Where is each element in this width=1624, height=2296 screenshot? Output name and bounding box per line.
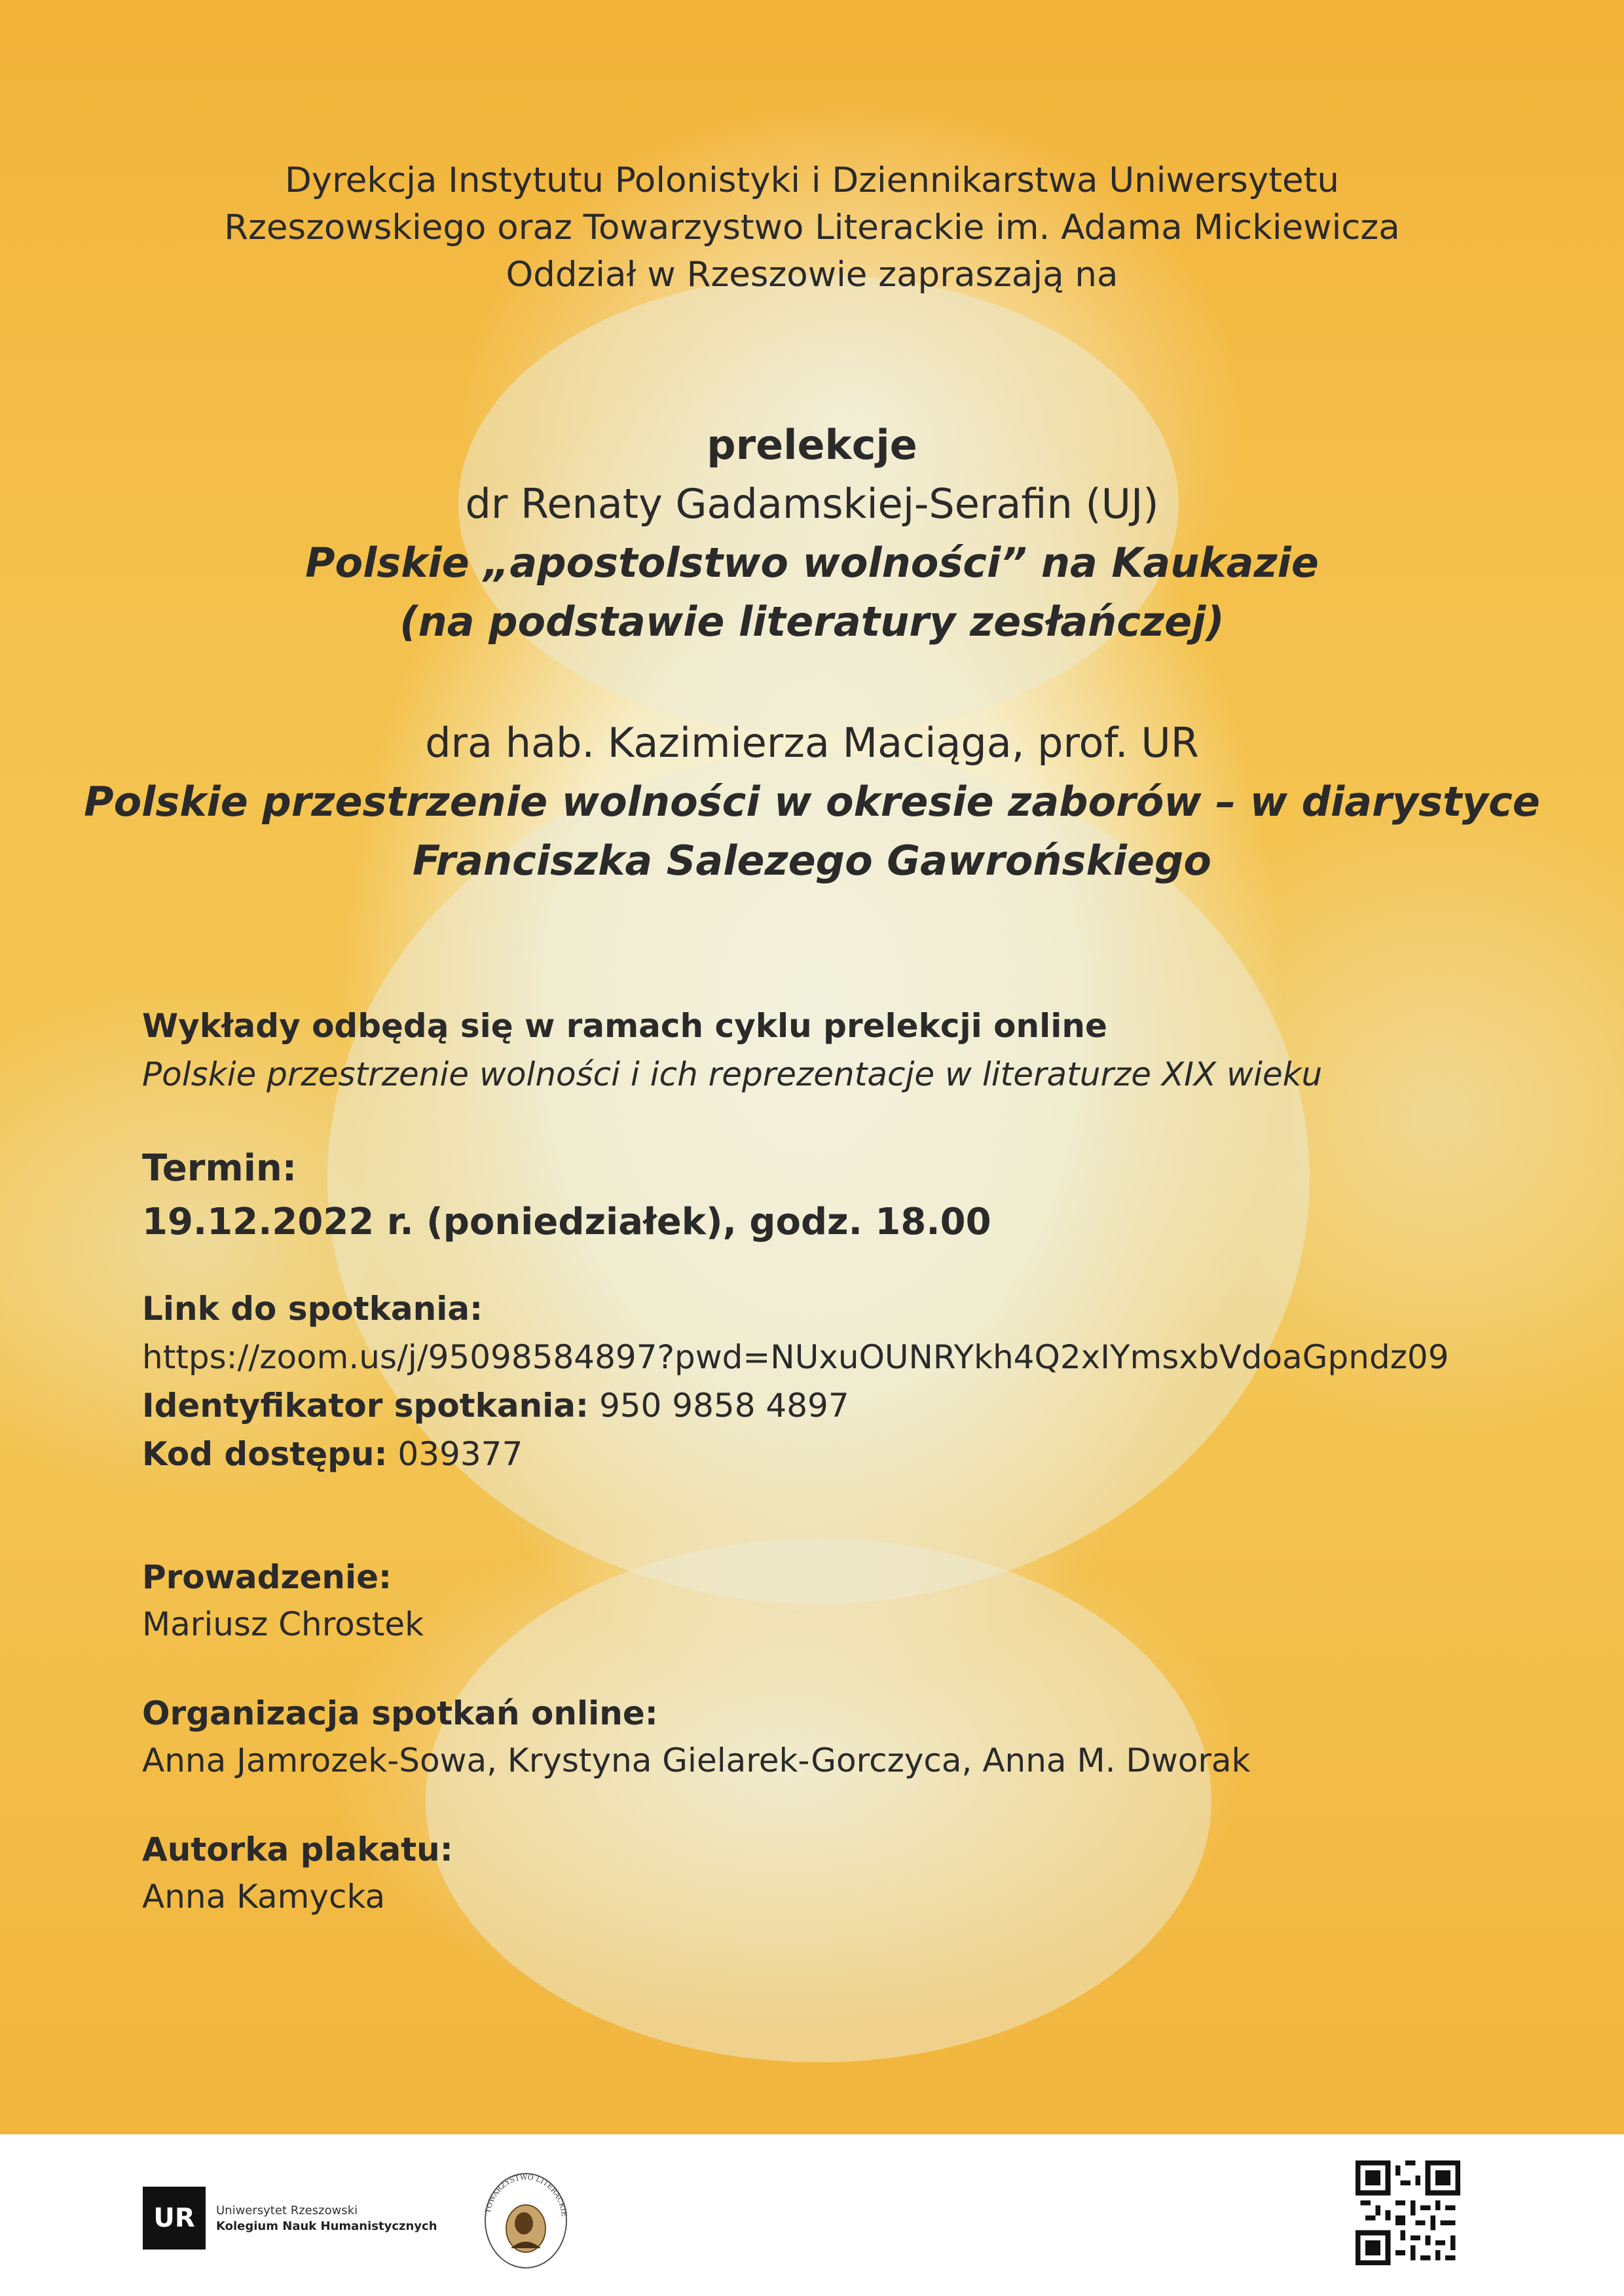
first-title-line-1: Polskie „apostolstwo wolności” na Kaukazie	[305, 539, 1319, 587]
meeting-id-value: 950 9858 4897	[599, 1387, 849, 1425]
meeting-code-row	[142, 1435, 523, 1473]
ur-logo	[143, 2187, 206, 2250]
schedule-value: 19.12.2022 r. (poniedziałek), godz. 18.00	[142, 1201, 991, 1243]
organization-label: Organizacja spotkań online:	[142, 1694, 658, 1732]
series-name: Polskie przestrzenie wolności i ich reprezentacje w literaturze XIX wieku	[142, 1055, 1323, 1093]
first-title-line-2: (na podstawie literatury zesłańczej)	[399, 598, 1225, 646]
meeting-code-label: Kod dostępu:	[142, 1435, 388, 1473]
second-speaker: dra hab. Kazimierza Maciąga, prof. UR	[425, 719, 1199, 767]
poster-author-label: Autorka plakatu:	[142, 1831, 453, 1868]
first-speaker: dr Renaty Gadamskiej-Serafin (UJ)	[465, 480, 1159, 528]
seal-text: TOWARZYSTWO LITERACKIE	[483, 2172, 568, 2217]
meeting-code-value: 039377	[397, 1435, 523, 1473]
poster-author-name: Anna Kamycka	[142, 1878, 386, 1916]
lectures-label: prelekcje	[707, 421, 917, 469]
qr-code-icon[interactable]	[1356, 2160, 1460, 2265]
header-line-1: Dyrekcja Instytutu Polonistyki i Dziennikarstwa Uniwersytetu	[285, 160, 1339, 200]
meeting-id-row	[142, 1387, 849, 1425]
ur-logo-mark: UR	[153, 2203, 195, 2233]
society-seal-icon	[477, 2163, 575, 2274]
ur-name-line-1: Uniwersytet Rzeszowski	[216, 2204, 358, 2217]
host-name: Mariusz Chrostek	[142, 1605, 424, 1643]
meeting-link[interactable]: https://zoom.us/j/95098584897?pwd=NUxuOUNRYkh4Q2xIYmsxbVdoaGpndz09	[142, 1338, 1449, 1376]
cloud-decoration	[426, 1539, 1211, 2062]
host-label: Prowadzenie:	[142, 1558, 392, 1596]
ur-name-line-2: Kolegium Nauk Humanistycznych	[216, 2219, 437, 2233]
header-line-3: Oddział w Rzeszowie zapraszają na	[506, 255, 1118, 295]
second-title-line-2: Franciszka Salezego Gawrońskiego	[413, 837, 1211, 884]
footer	[0, 2134, 1624, 2296]
series-intro: Wykłady odbędą się w ramach cyklu prelekcji online	[142, 1007, 1107, 1045]
meeting-id-label: Identyfikator spotkania:	[142, 1387, 589, 1425]
organization-names: Anna Jamrozek-Sowa, Krystyna Gielarek-Gorczyca, Anna M. Dworak	[142, 1741, 1251, 1779]
meeting-link-label: Link do spotkania:	[142, 1290, 483, 1328]
schedule-label: Termin:	[142, 1147, 297, 1190]
header-line-2: Rzeszowskiego oraz Towarzystwo Literackie im. Adama Mickiewicza	[224, 208, 1400, 247]
second-title-line-1: Polskie przestrzenie wolności w okresie zaborów – w diarystyce	[84, 778, 1540, 826]
